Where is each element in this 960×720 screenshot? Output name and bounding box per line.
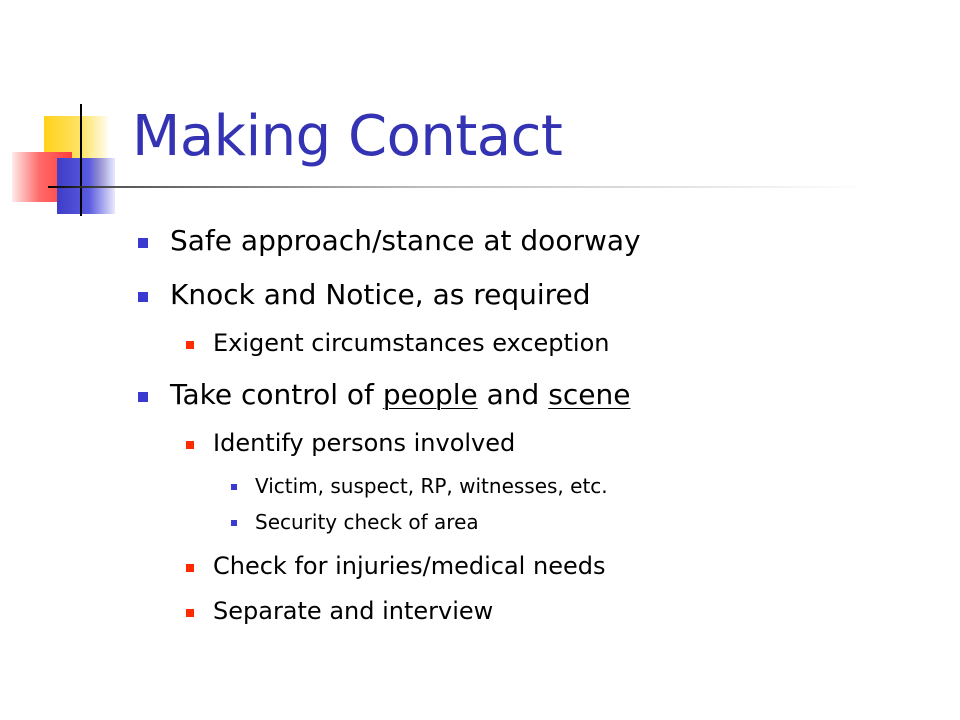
bullet-item	[170, 224, 641, 257]
bullet-text: Identify persons involved	[213, 429, 516, 457]
sub-sub-bullet-item	[255, 474, 608, 498]
decorative-vertical-line	[80, 104, 82, 216]
title-underline-rule	[48, 186, 868, 188]
bullet-text: Security check of area	[255, 510, 479, 534]
bullet-item	[170, 278, 591, 311]
bullet-text: Victim, suspect, RP, witnesses, etc.	[255, 474, 608, 498]
sub-sub-bullet-item	[255, 510, 479, 534]
bullet-text: Exigent circumstances exception	[213, 329, 610, 357]
sub-sub-bullet-marker-icon	[231, 520, 237, 526]
bullet-marker-icon	[138, 392, 148, 402]
underlined-word-scene: scene	[548, 378, 631, 411]
sub-bullet-item	[213, 597, 493, 625]
bullet-item	[170, 378, 630, 411]
sub-bullet-marker-icon	[186, 609, 194, 617]
sub-bullet-marker-icon	[186, 341, 194, 349]
sub-bullet-marker-icon	[186, 564, 194, 572]
bullet-text-middle: and	[477, 378, 549, 411]
sub-sub-bullet-marker-icon	[231, 484, 237, 490]
sub-bullet-item	[213, 552, 605, 580]
sub-bullet-item	[213, 429, 515, 457]
sub-bullet-marker-icon	[186, 441, 194, 449]
bullet-text: Check for injuries/medical needs	[213, 552, 606, 580]
underlined-word-people: people	[382, 378, 478, 411]
bullet-text: Safe approach/stance at doorway	[170, 224, 641, 257]
bullet-marker-icon	[138, 292, 148, 302]
slide-title: Making Contact	[132, 104, 563, 169]
sub-bullet-item	[213, 329, 610, 357]
bullet-marker-icon	[138, 238, 148, 248]
bullet-text: Knock and Notice, as required	[170, 278, 591, 311]
bullet-text: Separate and interview	[213, 597, 494, 625]
bullet-text-prefix: Take control of	[170, 378, 383, 411]
